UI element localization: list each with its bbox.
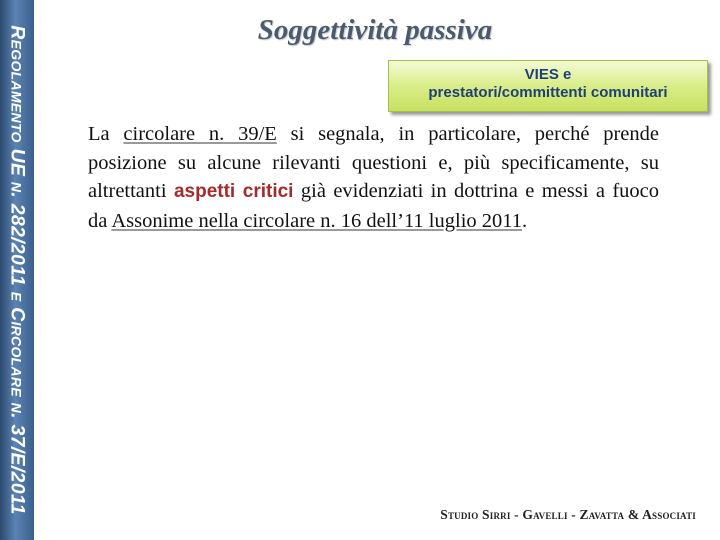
sidebar-title: Regolamento UE n. 282/2011 e Circolare n. 37/E/2011 xyxy=(6,25,29,515)
critical-aspects-highlight: aspetti critici xyxy=(173,181,294,202)
body-text-1: La xyxy=(88,123,124,145)
topic-tag-line2: prestatori/committenti comunitari xyxy=(428,84,668,101)
footer-firm-name: Studio Sirri - Gavelli - Zavatta & Associati xyxy=(440,507,696,522)
circolare-39-link[interactable]: circolare n. 39/E xyxy=(123,123,277,145)
topic-tag-line1: VIES e xyxy=(524,66,572,83)
body-text-4: . xyxy=(522,209,528,232)
slide-title: Soggettività passiva xyxy=(257,14,493,46)
body-text-2: si segnala, in particolare, perché prende posizione su alcune rilevanti questioni e, più specificamente, su altrettanti xyxy=(88,123,659,202)
assonime-link[interactable]: Assonime nella circolare n. 16 dell’11 luglio 2011 xyxy=(111,209,523,232)
sidebar-band xyxy=(0,0,34,540)
body-text-3: già evidenziati in dottrina e messi a fuoco da xyxy=(88,180,660,232)
topic-tag xyxy=(388,60,708,112)
body-paragraph xyxy=(88,120,659,235)
